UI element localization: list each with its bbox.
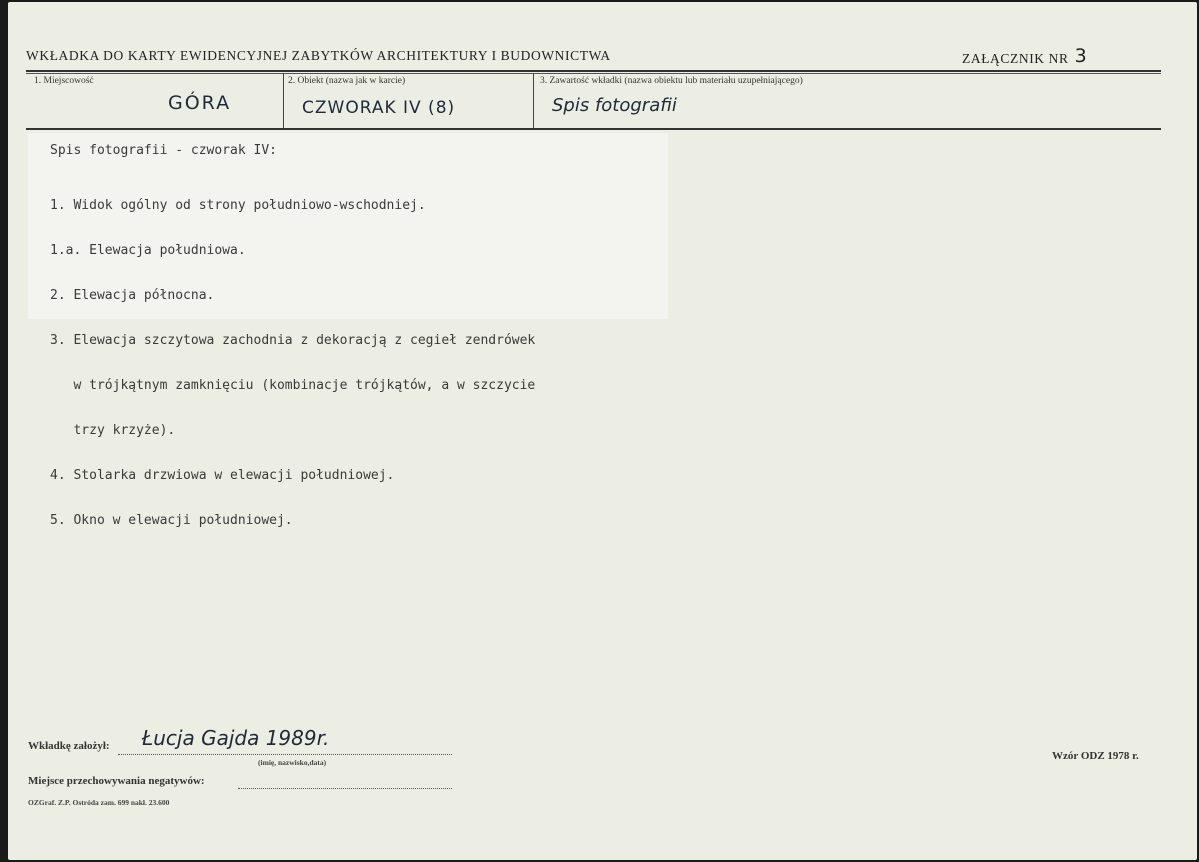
- field-divider: [283, 73, 284, 128]
- content-value: Spis fotografii: [552, 95, 677, 116]
- field-divider: [533, 73, 534, 128]
- list-item: 1. Widok ogólny od strony południowo-wschodniej.: [50, 198, 426, 213]
- location-label: 1. Miejscowość: [34, 76, 94, 86]
- negatives-label: Miejsce przechowywania negatywów:: [28, 775, 205, 787]
- list-item: w trójkątnym zamknięciu (kombinacje trójkątów, a w szczycie: [50, 378, 536, 393]
- print-info: OZGraf. Z.P. Ostróda zam. 699 nakł. 23.600: [28, 798, 170, 807]
- location-value: GÓRA: [168, 92, 232, 114]
- list-item: 2. Elewacja północna.: [50, 288, 215, 303]
- header-rule-thin: [26, 73, 1161, 74]
- negatives-line: [238, 788, 452, 789]
- attachment-label-text: ZAŁĄCZNIK NR: [962, 51, 1069, 66]
- form-model: Wzór ODZ 1978 r.: [1052, 750, 1139, 762]
- attachment-label: [962, 46, 1087, 68]
- list-item: 5. Okno w elewacji południowej.: [50, 513, 293, 528]
- created-by-line: [118, 754, 452, 755]
- list-item: trzy krzyże).: [50, 423, 176, 438]
- attachment-number: 3: [1074, 45, 1088, 67]
- created-by-label: Wkładkę założył:: [28, 740, 110, 752]
- list-item: 4. Stolarka drzwiowa w elewacji południowej.: [50, 468, 395, 483]
- content-label: 3. Zawartość wkładki (nazwa obiektu lub materiału uzupełniającego): [540, 76, 803, 86]
- form-title: WKŁADKA DO KARTY EWIDENCYJNEJ ZABYTKÓW ARCHITEKTURY I BUDOWNICTWA: [26, 48, 611, 63]
- header-rule: [26, 70, 1161, 72]
- object-label: 2. Obiekt (nazwa jak w karcie): [288, 76, 406, 86]
- created-by-value: Łucja Gajda 1989r.: [142, 726, 330, 750]
- list-item: 3. Elewacja szczytowa zachodnia z dekoracją z cegieł zendrówek: [50, 333, 536, 348]
- fields-rule: [26, 128, 1161, 130]
- created-by-hint: (imię, nazwisko,data): [258, 758, 327, 767]
- list-title: Spis fotografii - czworak IV:: [50, 143, 277, 158]
- object-value: CZWORAK IV (8): [302, 98, 456, 118]
- list-item: 1.a. Elewacja południowa.: [50, 243, 246, 258]
- photo-list: [50, 168, 535, 543]
